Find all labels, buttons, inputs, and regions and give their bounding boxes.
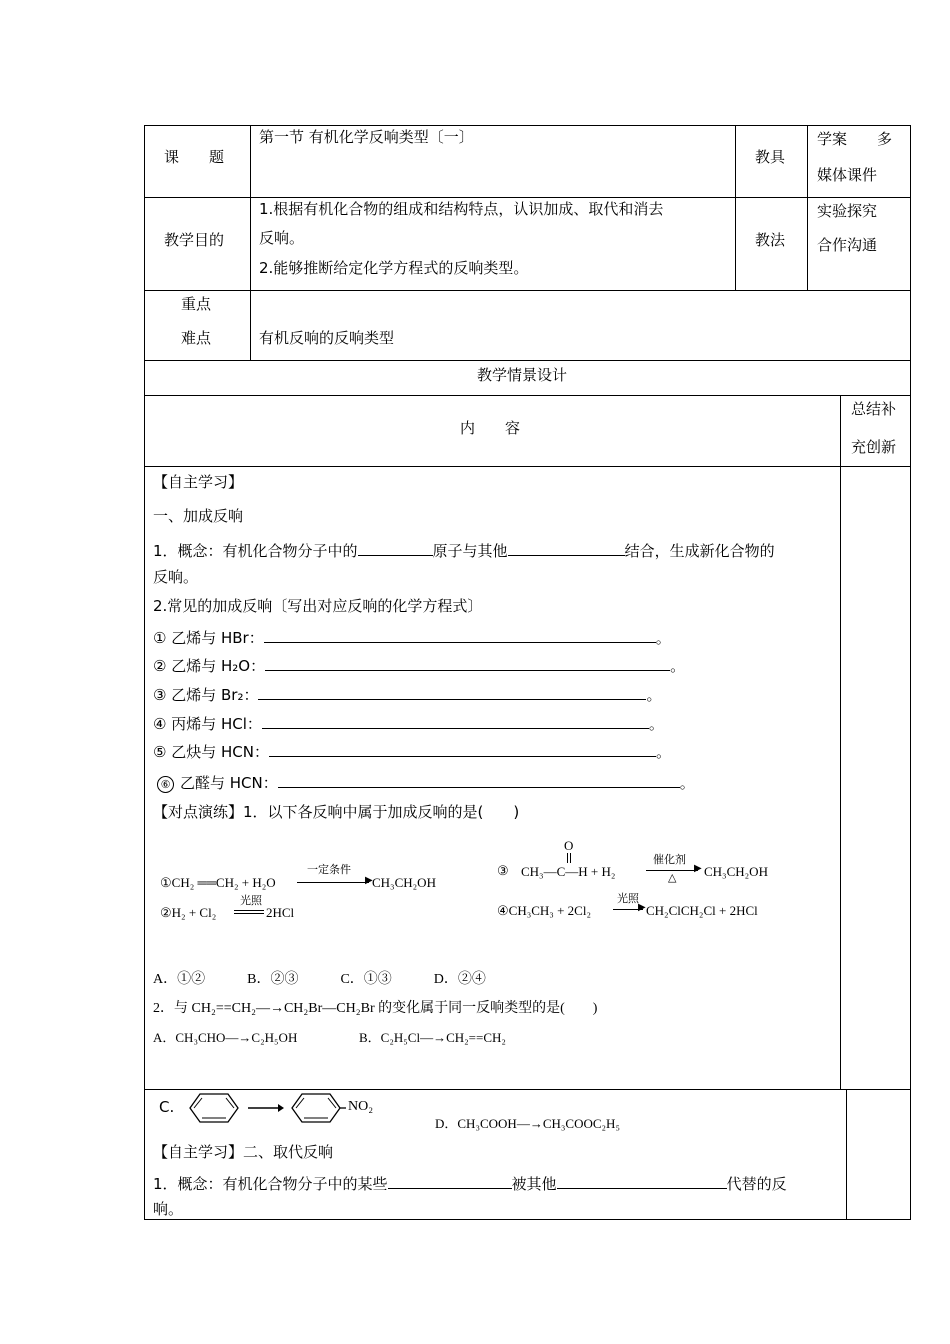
equation-4-product: CH₂ClCH₂Cl + 2HCl (646, 903, 758, 918)
equation-4: ④CH₃CH₃ + 2Cl₂ (497, 903, 591, 918)
equation-1-condition: 一定条件 (307, 864, 351, 876)
tools-label: 教具 (755, 148, 786, 166)
double-line-bottom (234, 913, 264, 914)
arrowhead-1: ▶ (365, 875, 373, 886)
question-1: 【对点演练】1．以下各反响中属于加成反响的是( ) (153, 803, 520, 821)
reaction-arrowhead (278, 1104, 284, 1112)
question-2-option-a: A．CH₃CHO—→C₂H₅OH (153, 1030, 298, 1045)
benzene-inner-bond (226, 1098, 234, 1108)
nitro-group: NO₂ (348, 1099, 374, 1114)
benzene-inner-bond (296, 1098, 304, 1108)
equation-1-product: CH₃CH₂OH (372, 875, 436, 890)
method-line1: 实验探究 (817, 202, 878, 220)
equation-3-catalyst: 催化剂 (653, 854, 686, 866)
section-addition-title: 一、加成反响 (153, 507, 244, 525)
method-line2: 合作沟通 (817, 236, 878, 254)
carbonyl-bond-right (570, 853, 571, 863)
design-title: 教学情景设计 (477, 366, 568, 384)
goal-line-1b: 反响。 (259, 229, 305, 247)
equation-2-condition: 光照 (240, 895, 262, 907)
reaction-1: ① 乙烯与 HBr： 。 (153, 629, 671, 647)
equation-3-heat: △ (668, 872, 677, 884)
self-study-heading: 【自主学习】 (153, 473, 244, 491)
benzene-nitration-diagram (180, 1090, 410, 1126)
equation-3: CH₃—C—H + H₂ (521, 864, 616, 879)
reaction-5: ⑤ 乙炔与 HCN： 。 (153, 743, 671, 761)
key-label-1: 重点 (181, 295, 212, 313)
reaction-4: ④ 丙烯与 HCl： 。 (153, 715, 664, 733)
equation-3-oxygen: O (564, 838, 574, 853)
common-addition-heading: 2.常见的加成反响〔写出对应反响的化学方程式〕 (153, 597, 483, 615)
topic-label: 课 题 (164, 148, 225, 166)
benzene-inner-bond (194, 1098, 202, 1108)
goal-label: 教学目的 (164, 231, 225, 249)
addition-concept-tail: 反响。 (153, 568, 199, 586)
equation-3-product: CH₃CH₂OH (704, 864, 768, 879)
arrow-1 (297, 882, 369, 883)
equation-4-condition: 光照 (617, 893, 639, 905)
question-2-option-b: B．C₂H₅Cl—→CH₂==CH₂ (359, 1030, 506, 1045)
goal-line-2: 2.能够推断给定化学方程式的反响类型。 (259, 259, 529, 277)
reaction-3: ③ 乙烯与 Br₂： 。 (153, 686, 662, 704)
reaction-2: ② 乙烯与 H₂O： 。 (153, 657, 686, 675)
content-label: 内 容 (460, 419, 521, 437)
key-value: 有机反响的反响类型 (259, 329, 395, 347)
equation-3-num: ③ (497, 863, 509, 878)
benzene-inner-bond (328, 1098, 336, 1108)
summary-line2: 充创新 (851, 438, 897, 456)
question-2-option-d: D．CH₃COOH—→CH₃COOC₂H₅ (435, 1116, 620, 1131)
equation-1: ①CH₂ ══CH₂ + H₂O (160, 875, 276, 890)
arrowhead-4: ▶ (638, 902, 646, 913)
summary-line1: 总结补 (851, 400, 897, 418)
substitution-concept-tail: 响。 (153, 1200, 184, 1218)
arrow-3 (646, 870, 698, 871)
question-2-option-c: C. (159, 1098, 175, 1116)
reaction-6: ⑥ 乙醛与 HCN： 。 (157, 773, 695, 793)
topic-value: 第一节 有机化学反响类型〔一〕 (259, 128, 474, 146)
equation-2-product: 2HCl (266, 905, 295, 920)
goal-line-1a: 1.根据有机化合物的组成和结构特点，认识加成、取代和消去 (259, 200, 664, 218)
question-1-options: A．①② B．②③ C．①③ D．②④ (153, 972, 486, 987)
addition-concept: 1．概念：有机化合物分子中的 原子与其他 结合，生成新化合物的 (153, 542, 775, 560)
section-substitution-title: 【自主学习】二、取代反响 (153, 1143, 334, 1161)
tools-value-line2: 媒体课件 (817, 166, 878, 184)
double-line-top (234, 910, 264, 911)
tools-value-line1: 学案 多 (817, 130, 893, 148)
equation-2: ②H₂ + Cl₂ (160, 905, 217, 920)
substitution-concept: 1．概念：有机化合物分子中的某些 被其他 代替的反 (153, 1175, 787, 1193)
arrowhead-3: ▶ (694, 863, 702, 874)
method-label: 教法 (755, 231, 786, 249)
carbonyl-bond-left (567, 853, 568, 863)
question-2: 2．与 CH₂==CH₂—→CH₂Br—CH₂Br 的变化属于同一反响类型的是( ) (153, 1001, 598, 1016)
key-label-2: 难点 (181, 329, 212, 347)
